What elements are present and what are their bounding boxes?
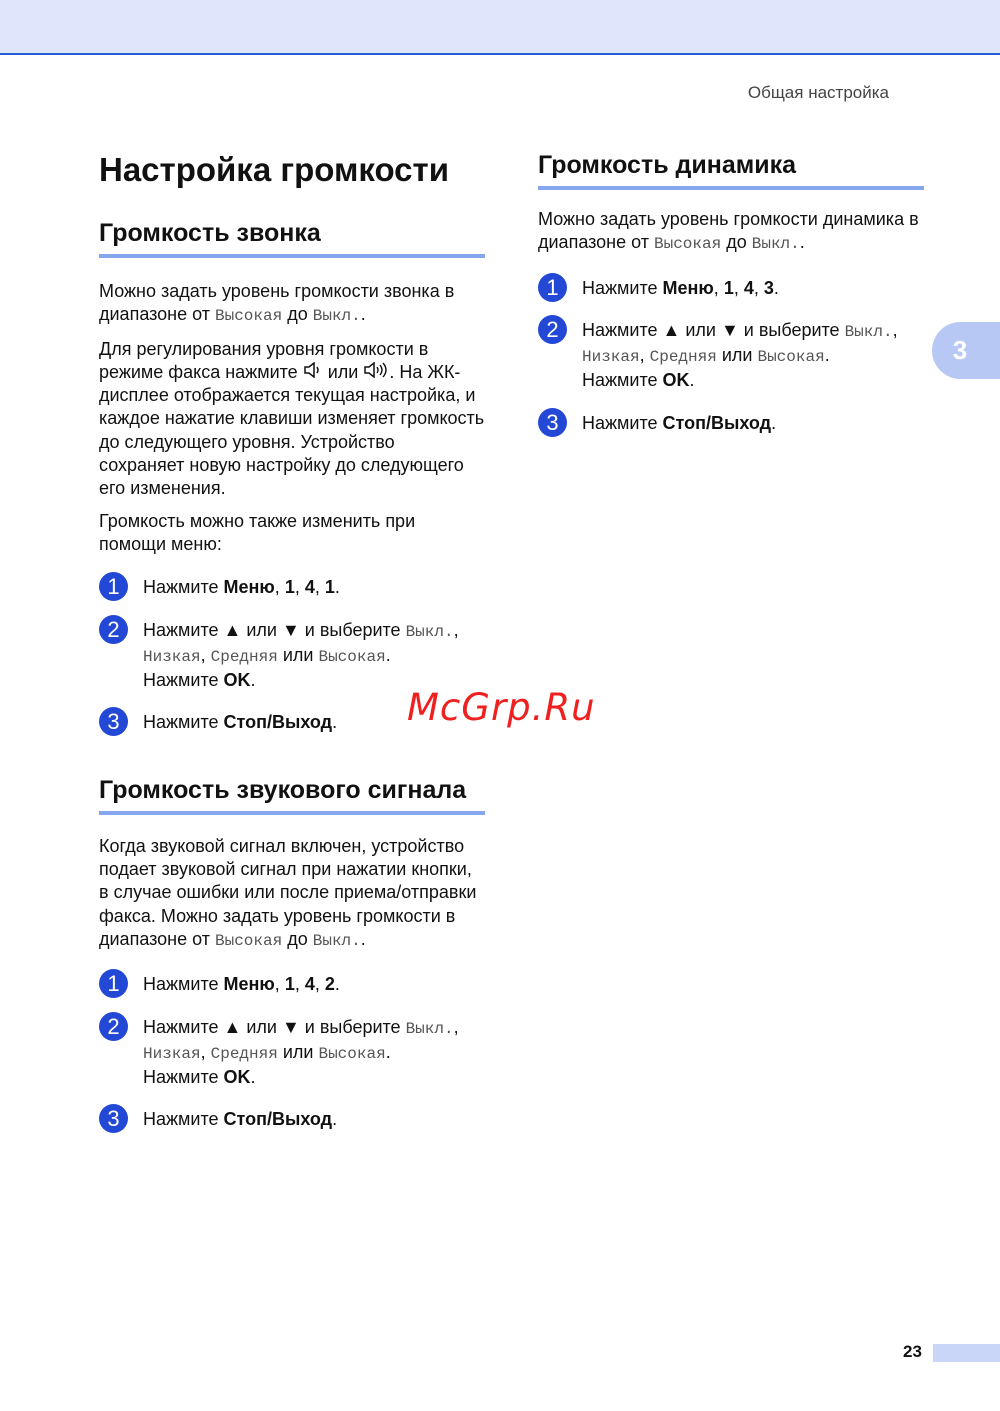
step-2: 2 Нажмите ▲ или ▼ и выберите Выкл., Низкая, Средняя или Высокая. Нажмите OK. <box>99 619 485 693</box>
page-title: Настройка громкости <box>99 151 449 188</box>
step-number-badge: 2 <box>99 615 128 644</box>
ring-fax-paragraph: Для регулирования уровня громкости в режиме факса нажмите или . На ЖК-дисплее отображается текущая настройка, и каждое нажатие клавиши изменяет громкость до следующего уровня. Устройство сохраняет новую настройку до следующего его изменения. <box>99 338 485 499</box>
right-column <box>538 150 924 435</box>
beep-intro-paragraph: Когда звуковой сигнал включен, устройство подает звуковой сигнал при нажатии кнопки, в случае ошибки или после приема/отправки факса. Можно задать уровень громкости в диапазоне от Высокая до Выкл.. <box>99 835 477 950</box>
running-header: Общая настройка <box>747 83 889 102</box>
step-3: 3 Нажмите Стоп/Выход. <box>538 412 924 435</box>
watermark-logo: McGrp.Ru <box>407 686 596 729</box>
section-heading-speaker-volume: Громкость динамика <box>538 150 924 190</box>
speaker-steps <box>538 274 924 435</box>
step-number-badge: 3 <box>538 408 567 437</box>
page-number: 23 <box>903 1342 922 1361</box>
ring-menu-paragraph: Громкость можно также изменить при помощи меню: <box>99 510 416 554</box>
speaker-intro-paragraph: Можно задать уровень громкости динамика в диапазоне от Высокая до Выкл.. <box>538 209 919 254</box>
step-3: 3 Нажмите Стоп/Выход. <box>99 1108 485 1131</box>
step-2: 2 Нажмите ▲ или ▼ и выберите Выкл., Низкая, Средняя или Высокая. Нажмите OK. <box>99 1016 485 1090</box>
step-number-badge: 3 <box>99 1104 128 1133</box>
step-1: 1 Нажмите Меню, 1, 4, 1. <box>99 576 485 599</box>
step-number-badge: 1 <box>538 273 567 302</box>
step-number-badge: 2 <box>99 1012 128 1041</box>
step-number-badge: 1 <box>99 572 128 601</box>
ring-intro-paragraph: Можно задать уровень громкости звонка в диапазоне от Высокая до Выкл.. <box>99 281 455 326</box>
step-1: 1 Нажмите Меню, 1, 4, 3. <box>538 277 924 300</box>
step-1: 1 Нажмите Меню, 1, 4, 2. <box>99 973 485 996</box>
left-column <box>99 150 485 1132</box>
header-band <box>0 0 1000 55</box>
volume-down-icon <box>303 362 323 382</box>
step-2: 2 Нажмите ▲ или ▼ и выберите Выкл., Низкая, Средняя или Высокая. Нажмите OK. <box>538 319 924 393</box>
page-number-bar <box>933 1344 1000 1362</box>
volume-up-icon <box>363 362 389 382</box>
chapter-tab: 3 <box>932 322 1000 379</box>
section-heading-ring-volume: Громкость звонка <box>99 218 485 258</box>
beep-steps <box>99 973 485 1131</box>
step-number-badge: 1 <box>99 969 128 998</box>
step-number-badge: 3 <box>99 707 128 736</box>
step-number-badge: 2 <box>538 315 567 344</box>
section-heading-beep-volume: Громкость звукового сигнала <box>99 775 485 815</box>
step-3: 3 Нажмите Стоп/Выход. <box>99 711 485 734</box>
